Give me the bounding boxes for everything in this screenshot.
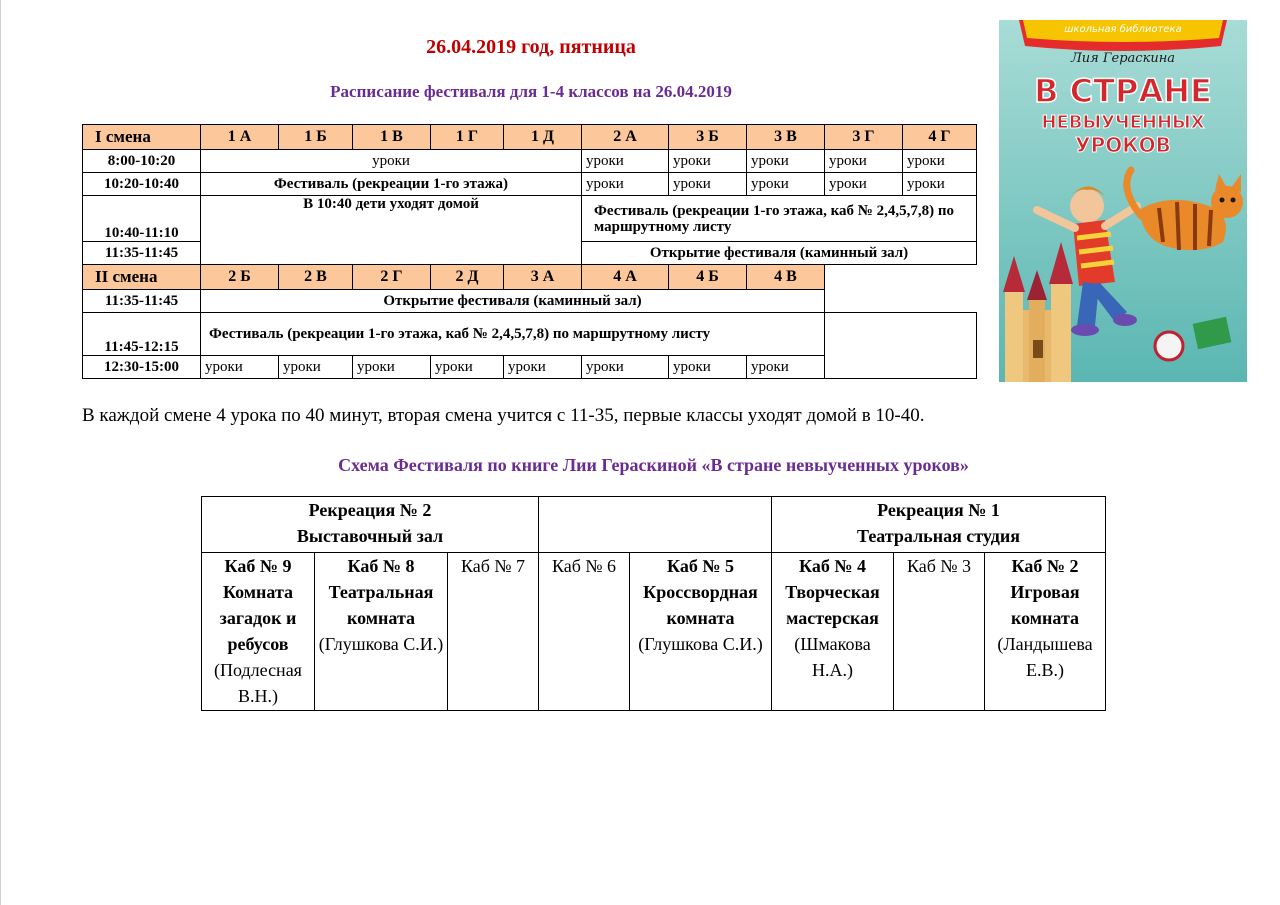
- schedule-cell: уроки: [582, 173, 669, 196]
- date-title: 26.04.2019 год, пятница: [426, 36, 636, 58]
- class-header: 1 В: [353, 125, 431, 150]
- room-cell-3: [894, 553, 985, 711]
- time-cell: 10:20-10:40: [83, 173, 201, 196]
- room-title: Творческая мастерская: [785, 582, 880, 628]
- room-teacher: (Шмакова Н.А.): [794, 634, 871, 680]
- room-teacher: (Глушкова С.И.): [638, 634, 763, 654]
- schedule-title: Расписание фестиваля для 1-4 классов на 26.04.2019: [330, 82, 732, 101]
- class-header: 4 В: [747, 265, 825, 290]
- schedule-cell: уроки: [201, 150, 582, 173]
- room-number: Каб № 3: [906, 556, 972, 576]
- room-number: Каб № 2: [1011, 556, 1079, 576]
- recreation-1-subtitle: Театральная студия: [857, 526, 1020, 546]
- room-cell-5: [630, 553, 772, 711]
- class-header: 4 А: [582, 265, 669, 290]
- table-row: [83, 290, 977, 313]
- class-header: 2 В: [279, 265, 353, 290]
- schedule-cell: уроки: [669, 173, 747, 196]
- festival-schedule-table: [82, 124, 977, 379]
- recreation-2-cell: [202, 497, 539, 553]
- class-header: 2 Д: [431, 265, 504, 290]
- room-number: Каб № 5: [667, 556, 734, 576]
- room-teacher: (Подлесная В.Н.): [214, 660, 302, 706]
- cover-title-line1: В СТРАНЕ: [1034, 72, 1212, 110]
- time-cell: 11:35-11:45: [83, 242, 201, 265]
- recreation-2-title: Рекреация № 2: [308, 500, 432, 520]
- class-header: 3 В: [747, 125, 825, 150]
- empty-cell: [825, 265, 977, 290]
- schedule-cell: уроки: [353, 356, 431, 379]
- table-row: [83, 150, 977, 173]
- time-cell: 12:30-15:00: [83, 356, 201, 379]
- room-cell-8: [315, 553, 448, 711]
- time-cell: 8:00-10:20: [83, 150, 201, 173]
- schedule-cell: уроки: [279, 356, 353, 379]
- empty-cell: [539, 497, 772, 553]
- recreation-1-title: Рекреация № 1: [877, 500, 1000, 520]
- festival-scheme-table: [201, 496, 1106, 711]
- schedule-cell: уроки: [747, 150, 825, 173]
- schedule-cell: уроки: [825, 150, 903, 173]
- schedule-cell: уроки: [504, 356, 582, 379]
- class-header: 3 А: [504, 265, 582, 290]
- schedule-cell: уроки: [669, 150, 747, 173]
- schedule-cell: уроки: [582, 150, 669, 173]
- schedule-cell: уроки: [747, 356, 825, 379]
- schedule-cell: Фестиваль (рекреации 1-го этажа): [201, 173, 582, 196]
- class-header: 1 А: [201, 125, 279, 150]
- class-header: 4 Б: [669, 265, 747, 290]
- room-title: Комната загадок и ребусов: [219, 582, 297, 654]
- room-cell-9: [202, 553, 315, 711]
- class-header: 3 Б: [669, 125, 747, 150]
- time-cell: 10:40-11:10: [83, 196, 201, 242]
- cover-series-text: школьная библиотека: [1064, 24, 1182, 35]
- class-header: 1 Г: [431, 125, 504, 150]
- room-number: Каб № 9: [224, 556, 292, 576]
- recreation-2-subtitle: Выставочный зал: [296, 526, 444, 546]
- book-cover-image: [999, 20, 1247, 382]
- room-number: Каб № 7: [460, 556, 526, 576]
- schedule-cell: Открытие фестиваля (каминный зал): [201, 290, 825, 313]
- room-title: Театральная комната: [328, 582, 434, 628]
- time-cell: 11:35-11:45: [83, 290, 201, 313]
- shift2-header-row: [83, 265, 977, 290]
- class-header: 2 Г: [353, 265, 431, 290]
- room-cell-4: [772, 553, 894, 711]
- cover-author-text: Лия Гераскина: [1070, 51, 1176, 66]
- room-title: Кроссвордная комната: [643, 582, 758, 628]
- room-teacher: (Глушкова С.И.): [318, 634, 444, 654]
- schedule-cell: Открытие фестиваля (каминный зал): [582, 242, 977, 265]
- room-number: Каб № 6: [551, 556, 617, 576]
- room-number: Каб № 8: [347, 556, 415, 576]
- room-cell-7: [448, 553, 539, 711]
- table-row: [83, 313, 977, 356]
- schedule-cell: уроки: [903, 173, 977, 196]
- class-header: 4 Г: [903, 125, 977, 150]
- table-row: [83, 173, 977, 196]
- schedule-cell: Фестиваль (рекреации 1-го этажа, каб № 2,4,5,7,8) по маршрутному листу: [201, 313, 825, 356]
- schedule-cell: уроки: [825, 173, 903, 196]
- cover-title-line2: НЕВЫУЧЕННЫХ: [1041, 112, 1205, 133]
- room-cell-2: [985, 553, 1106, 711]
- schedule-cell: уроки: [201, 356, 279, 379]
- empty-cell: [825, 313, 977, 379]
- shift1-label: I смена: [83, 125, 201, 150]
- shift2-label: II смена: [83, 265, 201, 290]
- schedule-cell: уроки: [669, 356, 747, 379]
- schedule-cell: уроки: [903, 150, 977, 173]
- schedule-cell: В 10:40 дети уходят домой: [201, 196, 582, 265]
- empty-cell: [825, 290, 977, 313]
- schedule-cell: Фестиваль (рекреации 1-го этажа, каб № 2,4,5,7,8) по маршрутному листу: [582, 196, 977, 242]
- table-row: [83, 196, 977, 242]
- room-teacher: (Ландышева Е.В.): [997, 634, 1093, 680]
- schedule-cell: уроки: [747, 173, 825, 196]
- room-title: Игровая комната: [1010, 582, 1080, 628]
- class-header: 1 Б: [279, 125, 353, 150]
- room-number: Каб № 4: [799, 556, 866, 576]
- room-cell-6: [539, 553, 630, 711]
- class-header: 2 Б: [201, 265, 279, 290]
- shift1-header-row: [83, 125, 977, 150]
- scheme-title: Схема Фестиваля по книге Лии Гераскиной «В стране невыученных уроков»: [338, 455, 969, 475]
- schedule-cell: уроки: [431, 356, 504, 379]
- class-header: 3 Г: [825, 125, 903, 150]
- class-header: 2 А: [582, 125, 669, 150]
- class-header: 1 Д: [504, 125, 582, 150]
- schedule-note: В каждой смене 4 урока по 40 минут, вторая смена учится с 11-35, первые классы уходят домой в 10-40.: [82, 405, 925, 426]
- cover-title-line3: УРОКОВ: [1075, 133, 1171, 157]
- schedule-cell: уроки: [582, 356, 669, 379]
- recreation-1-cell: [772, 497, 1106, 553]
- time-cell: 11:45-12:15: [83, 313, 201, 356]
